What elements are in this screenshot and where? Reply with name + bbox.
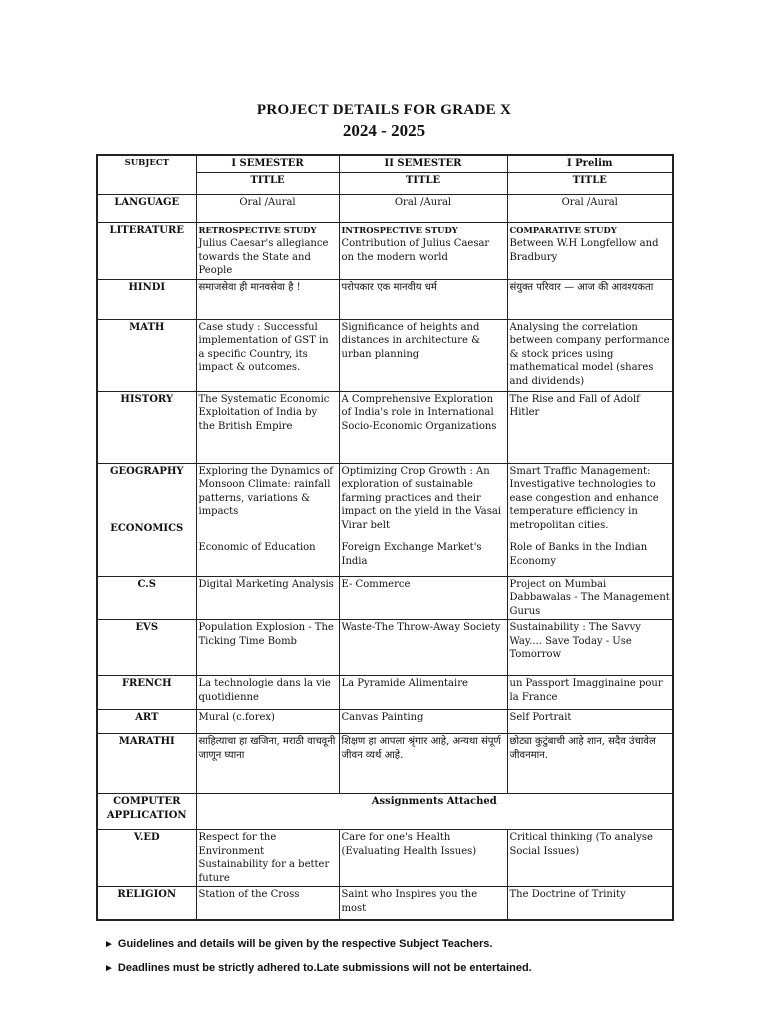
subject-cs: C.S bbox=[97, 576, 196, 620]
art-sem2: Canvas Painting bbox=[339, 710, 507, 734]
history-sem2: A Comprehensive Exploration of India's role in International Socio-Economic Organizations bbox=[339, 391, 507, 463]
cs-sem1: Digital Marketing Analysis bbox=[196, 576, 339, 620]
row-french bbox=[97, 676, 673, 710]
literature-sem2-heading: INTROSPECTIVE STUDY bbox=[341, 224, 458, 235]
geography-prelim: Smart Traffic Management: Investigative technologies to ease congestion and enhance temperature efficiency in metropolitan cities. bbox=[507, 463, 673, 540]
row-ved bbox=[97, 830, 673, 887]
subject-evs: EVS bbox=[97, 620, 196, 676]
subject-religion: RELIGION bbox=[97, 887, 196, 920]
literature-sem2-text: Contribution of Julius Caesar on the modern world bbox=[341, 238, 490, 263]
ved-sem2: Care for one's Health (Evaluating Health Issues) bbox=[339, 830, 507, 887]
language-prelim: Oral /Aural bbox=[507, 194, 673, 222]
math-sem1: Case study : Successful implementation of GST in a specific Country, its impact & outcomes. bbox=[196, 319, 339, 391]
geography-sem2: Optimizing Crop Growth : An exploration of sustainable farming practices and their impact on the yield in the Vasai Virar belt bbox=[339, 463, 507, 540]
subject-math: MATH bbox=[97, 319, 196, 391]
literature-sem1-text: Julius Caesar's allegiance towards the State and People bbox=[198, 238, 329, 276]
subject-computer-application: COMPUTER APPLICATION bbox=[97, 794, 196, 830]
row-evs bbox=[97, 620, 673, 676]
row-religion bbox=[97, 887, 673, 920]
subject-header: SUBJECT bbox=[97, 155, 196, 194]
title-header-3: TITLE bbox=[507, 172, 673, 194]
semester-1-header: I SEMESTER bbox=[196, 155, 339, 172]
assignments-attached: Assignments Attached bbox=[196, 794, 673, 830]
semester-2-header: II SEMESTER bbox=[339, 155, 507, 172]
subject-ved: V.ED bbox=[97, 830, 196, 887]
hindi-sem1: समाजसेवा ही मानवसेवा है ! bbox=[196, 279, 339, 319]
page-title: PROJECT DETAILS FOR GRADE X bbox=[256, 102, 512, 118]
note-deadlines bbox=[104, 962, 532, 974]
literature-prelim-heading: COMPARATIVE STUDY bbox=[509, 224, 617, 235]
evs-sem2: Waste-The Throw-Away Society bbox=[339, 620, 507, 676]
row-computer-application bbox=[97, 794, 673, 830]
marathi-sem2: शिक्षण हा आपला श्रृंगार आहे, अन्यथा संपूर्ण जीवन व्यर्थ आहे. bbox=[339, 734, 507, 794]
art-sem1: Mural (c.forex) bbox=[196, 710, 339, 734]
economics-sem1: Economic of Education bbox=[196, 540, 339, 576]
academic-year: 2024 - 2025 bbox=[342, 121, 426, 140]
literature-prelim bbox=[507, 222, 673, 279]
marathi-prelim: छोट्या कुटुंबाची आहे शान, सदैव उंचावेल जीवनमान. bbox=[507, 734, 673, 794]
subject-french: FRENCH bbox=[97, 676, 196, 710]
french-sem2: La Pyramide Alimentaire bbox=[339, 676, 507, 710]
religion-prelim: The Doctrine of Trinity bbox=[507, 887, 673, 920]
row-geography bbox=[97, 463, 673, 540]
literature-prelim-text: Between W.H Longfellow and Bradbury bbox=[509, 238, 659, 263]
history-prelim: The Rise and Fall of Adolf Hitler bbox=[507, 391, 673, 463]
note-guidelines bbox=[104, 938, 492, 950]
prelim-header: I Prelim bbox=[507, 155, 673, 172]
subject-language: LANGUAGE bbox=[97, 194, 196, 222]
right-pointer-icon: ► bbox=[104, 939, 114, 950]
economics-sem2: Foreign Exchange Market's India bbox=[339, 540, 507, 576]
marathi-sem1: साहित्याचा हा खजिना, मराठी वाचवूनी जाणून घ्याना bbox=[196, 734, 339, 794]
evs-prelim: Sustainability : The Savvy Way.... Save Today - Use Tomorrow bbox=[507, 620, 673, 676]
geography-sem1: Exploring the Dynamics of Monsoon Climate: rainfall patterns, variations & impacts bbox=[196, 463, 339, 540]
french-sem1: La technologie dans la vie quotidienne bbox=[196, 676, 339, 710]
title-header-2: TITLE bbox=[339, 172, 507, 194]
subject-hindi: HINDI bbox=[97, 279, 196, 319]
math-prelim: Analysing the correlation between company performance & stock prices using mathematical model (shares and dividends) bbox=[507, 319, 673, 391]
row-history bbox=[97, 391, 673, 463]
row-hindi bbox=[97, 279, 673, 319]
row-cs bbox=[97, 576, 673, 620]
subject-geography-economics bbox=[97, 463, 196, 576]
subject-literature: LITERATURE bbox=[97, 222, 196, 279]
history-sem1: The Systematic Economic Exploitation of India by the British Empire bbox=[196, 391, 339, 463]
note-guidelines-text: Guidelines and details will be given by the respective Subject Teachers. bbox=[117, 938, 493, 950]
cs-prelim: Project on Mumbai Dabbawalas - The Management Gurus bbox=[507, 576, 673, 620]
language-sem2: Oral /Aural bbox=[339, 194, 507, 222]
french-prelim: un Passport Imagginaine pour la France bbox=[507, 676, 673, 710]
row-literature bbox=[97, 222, 673, 279]
economics-prelim: Role of Banks in the Indian Economy bbox=[507, 540, 673, 576]
row-art bbox=[97, 710, 673, 734]
hindi-sem2: परोपकार एक मानवीय धर्म bbox=[339, 279, 507, 319]
hindi-prelim: संयुक्त परिवार — आज की आवश्यकता bbox=[507, 279, 673, 319]
literature-sem1-heading: RETROSPECTIVE STUDY bbox=[198, 224, 317, 235]
religion-sem2: Saint who Inspires you the most bbox=[339, 887, 507, 920]
right-pointer-icon: ► bbox=[104, 963, 114, 974]
literature-sem1 bbox=[196, 222, 339, 279]
ved-sem1: Respect for the Environment Sustainability for a better future bbox=[196, 830, 339, 887]
subject-geography: GEOGRAPHY bbox=[109, 465, 184, 477]
header-row-semesters bbox=[97, 155, 673, 172]
literature-sem2 bbox=[339, 222, 507, 279]
ved-prelim: Critical thinking (To analyse Social Issues) bbox=[507, 830, 673, 887]
math-sem2: Significance of heights and distances in architecture & urban planning bbox=[339, 319, 507, 391]
row-marathi bbox=[97, 734, 673, 794]
subject-marathi: MARATHI bbox=[97, 734, 196, 794]
subject-history: HISTORY bbox=[97, 391, 196, 463]
project-table bbox=[96, 154, 674, 921]
note-deadlines-text: Deadlines must be strictly adhered to.Late submissions will not be entertained. bbox=[117, 962, 532, 974]
row-language bbox=[97, 194, 673, 222]
art-prelim: Self Portrait bbox=[507, 710, 673, 734]
religion-sem1: Station of the Cross bbox=[196, 887, 339, 920]
language-sem1: Oral /Aural bbox=[196, 194, 339, 222]
subject-art: ART bbox=[97, 710, 196, 734]
title-header-1: TITLE bbox=[196, 172, 339, 194]
evs-sem1: Population Explosion - The Ticking Time Bomb bbox=[196, 620, 339, 676]
subject-economics: ECONOMICS bbox=[110, 523, 184, 534]
cs-sem2: E- Commerce bbox=[339, 576, 507, 620]
row-math bbox=[97, 319, 673, 391]
